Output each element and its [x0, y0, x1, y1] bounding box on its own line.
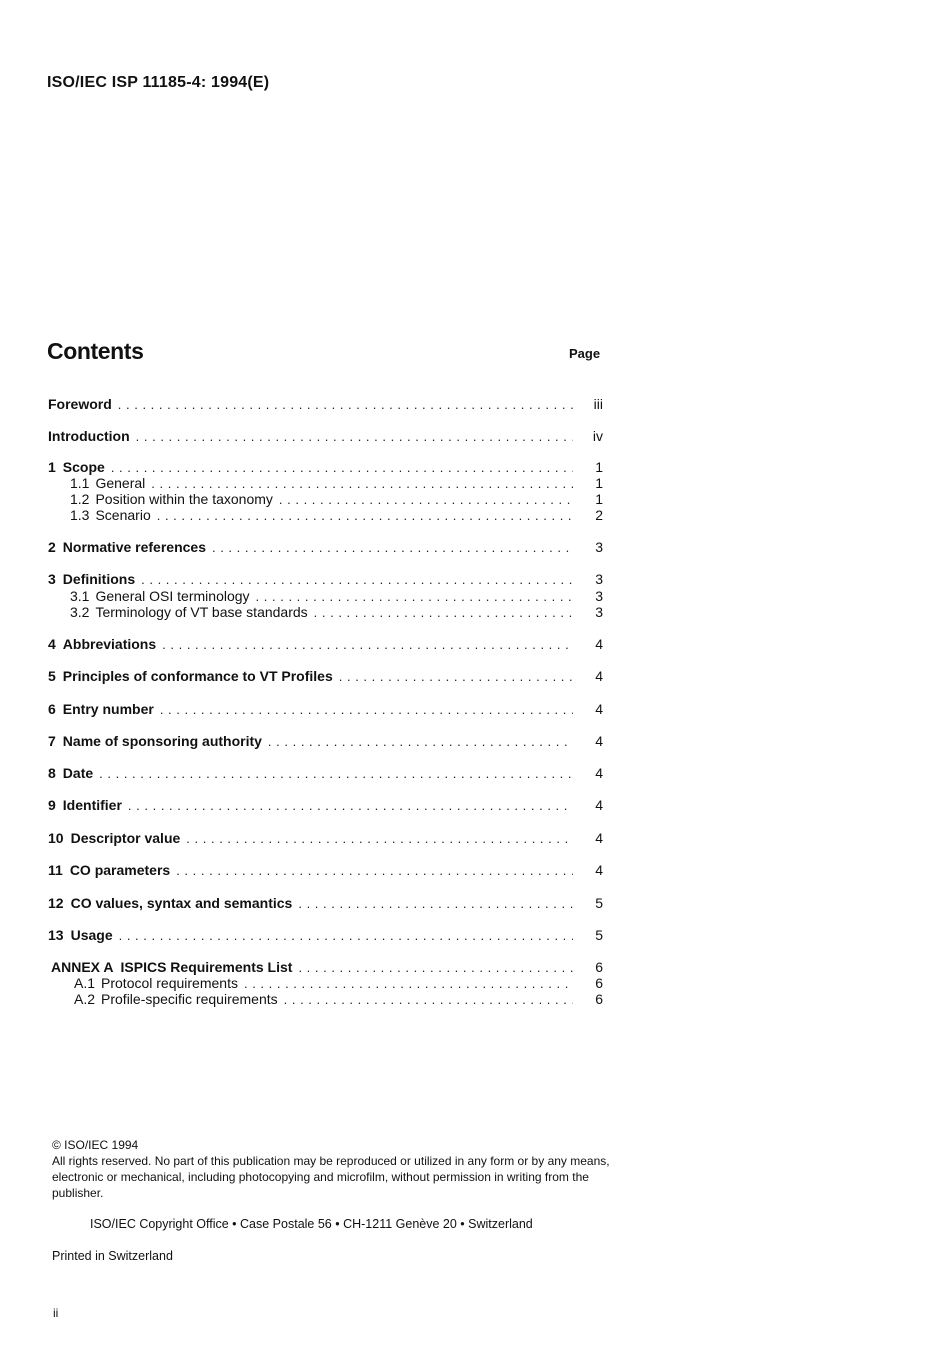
- toc-entry-label: CO values, syntax and semantics: [70, 895, 293, 911]
- toc-entry-sponsoring-authority[interactable]: [48, 733, 603, 750]
- toc-entry-page: 3: [595, 604, 603, 620]
- toc-entry-page: 6: [595, 975, 603, 991]
- toc-entry-number: 3.1: [70, 588, 90, 604]
- toc-entry-number: 2: [48, 539, 56, 555]
- toc-entry-page: 3: [595, 539, 603, 555]
- dot-leader: [298, 895, 573, 912]
- dot-leader: [157, 507, 573, 524]
- toc-entry-number: 9: [48, 797, 56, 813]
- toc-entry-usage[interactable]: [48, 927, 603, 944]
- toc-entry-page: 1: [595, 475, 603, 491]
- toc-entry-label: Terminology of VT base standards: [95, 604, 308, 620]
- toc-entry-number: 13: [48, 927, 64, 943]
- toc-entry-label: Introduction: [48, 428, 130, 444]
- toc-entry-general-osi-terminology[interactable]: [70, 588, 603, 605]
- toc-entry-label: Profile-specific requirements: [101, 991, 278, 1007]
- toc-entry-definitions[interactable]: [48, 571, 603, 588]
- toc-entry-label: Scope: [62, 459, 105, 475]
- toc-entry-number: 8: [48, 765, 56, 781]
- toc-entry-page: 4: [595, 797, 603, 813]
- toc-entry-page: 5: [595, 895, 603, 911]
- toc-entry-label: Name of sponsoring authority: [62, 733, 262, 749]
- toc-entry-page: 4: [595, 733, 603, 749]
- toc-entry-page: 6: [595, 959, 603, 975]
- dot-leader: [119, 927, 573, 944]
- dot-leader: [141, 571, 573, 588]
- copyright-line: © ISO/IEC 1994: [52, 1138, 139, 1152]
- copyright-office-address: ISO/IEC Copyright Office • Case Postale 56 • CH-1211 Genève 20 • Switzerland: [90, 1217, 533, 1231]
- toc-entry-label: Scenario: [95, 507, 151, 523]
- dot-leader: [99, 765, 573, 782]
- document-identifier: ISO/IEC ISP 11185-4: 1994(E): [47, 74, 270, 91]
- toc-entry-label: Descriptor value: [70, 830, 181, 846]
- toc-entry-label: Identifier: [62, 797, 122, 813]
- dot-leader: [279, 491, 573, 508]
- dot-leader: [284, 991, 573, 1008]
- toc-entry-page: 6: [595, 991, 603, 1007]
- toc-entry-co-values[interactable]: [48, 895, 603, 912]
- dot-leader: [298, 959, 573, 976]
- toc-entry-abbreviations[interactable]: [48, 636, 603, 653]
- toc-entry-number: A.1: [74, 975, 96, 991]
- toc-entry-page: 4: [595, 862, 603, 878]
- toc-entry-label: Definitions: [62, 571, 136, 587]
- toc-entry-position-taxonomy[interactable]: [70, 491, 603, 508]
- toc-entry-principles-conformance[interactable]: [48, 668, 603, 685]
- dot-leader: [256, 588, 573, 605]
- copyright-notice: [52, 1137, 612, 1201]
- dot-leader: [176, 862, 573, 879]
- toc-entry-number: 11: [48, 862, 63, 878]
- toc-entry-label: ISPICS Requirements List: [120, 959, 293, 975]
- page-number: ii: [53, 1306, 59, 1320]
- toc-entry-label: Abbreviations: [62, 636, 157, 652]
- toc-entry-normative-references[interactable]: [48, 539, 603, 556]
- toc-entry-number: 3.2: [70, 604, 90, 620]
- dot-leader: [151, 475, 573, 492]
- toc-entry-number: 7: [48, 733, 56, 749]
- toc-entry-number: 5: [48, 668, 56, 684]
- toc-entry-label: Foreword: [48, 396, 112, 412]
- dot-leader: [160, 701, 573, 718]
- toc-entry-label: Entry number: [62, 701, 154, 717]
- toc-entry-general[interactable]: [70, 475, 603, 492]
- toc-entry-page: 4: [595, 830, 603, 846]
- toc-entry-label: Normative references: [62, 539, 206, 555]
- toc-entry-page: 2: [595, 507, 603, 523]
- page-column-label: Page: [569, 346, 601, 361]
- toc-entry-descriptor-value[interactable]: [48, 830, 603, 847]
- rights-statement: All rights reserved. No part of this publication may be reproduced or utilized in any form or by any means, electronic or mechanical, including photocopying and microfilm, without permission in writing from the publisher.: [52, 1154, 610, 1200]
- toc-entry-introduction[interactable]: [48, 428, 603, 445]
- toc-entry-page: 4: [595, 636, 603, 652]
- toc-entry-page: iv: [592, 428, 603, 444]
- printed-in: Printed in Switzerland: [52, 1249, 173, 1263]
- dot-leader: [268, 733, 573, 750]
- toc-entry-page: 1: [595, 491, 603, 507]
- toc-entry-number: ANNEX A: [51, 959, 114, 975]
- toc-entry-foreword[interactable]: [48, 396, 603, 413]
- toc-entry-number: 12: [48, 895, 64, 911]
- dot-leader: [339, 668, 573, 685]
- toc-entry-protocol-requirements[interactable]: [74, 975, 603, 992]
- toc-entry-label: CO parameters: [69, 862, 171, 878]
- toc-entry-co-parameters[interactable]: [48, 862, 603, 879]
- toc-entry-label: General: [95, 475, 146, 491]
- toc-entry-page: 4: [595, 765, 603, 781]
- toc-entry-page: 4: [595, 668, 603, 684]
- dot-leader: [118, 396, 573, 413]
- toc-entry-page: 1: [595, 459, 603, 475]
- toc-entry-identifier[interactable]: [48, 797, 603, 814]
- dot-leader: [136, 428, 573, 445]
- toc-entry-page: 3: [595, 571, 603, 587]
- toc-entry-label: Usage: [70, 927, 113, 943]
- toc-entry-number: A.2: [74, 991, 96, 1007]
- dot-leader: [128, 797, 573, 814]
- toc-entry-vt-terminology[interactable]: [70, 604, 603, 621]
- toc-entry-label: General OSI terminology: [95, 588, 250, 604]
- toc-entry-label: Date: [62, 765, 94, 781]
- toc-entry-page: 4: [595, 701, 603, 717]
- toc-entry-number: 10: [48, 830, 64, 846]
- toc-entry-entry-number[interactable]: [48, 701, 603, 718]
- toc-entry-annex-a[interactable]: [51, 959, 603, 976]
- toc-entry-number: 1.2: [70, 491, 90, 507]
- toc-entry-scope[interactable]: [48, 459, 603, 476]
- toc-entry-label: Principles of conformance to VT Profiles: [62, 668, 333, 684]
- toc-entry-number: 6: [48, 701, 56, 717]
- toc-entry-date[interactable]: [48, 765, 603, 782]
- toc-entry-number: 1.1: [70, 475, 90, 491]
- contents-heading: Contents: [47, 338, 144, 364]
- toc-entry-number: 1: [48, 459, 56, 475]
- dot-leader: [314, 604, 573, 621]
- toc-entry-number: 4: [48, 636, 56, 652]
- toc-entry-label: Protocol requirements: [101, 975, 238, 991]
- toc-entry-page: iii: [593, 396, 603, 412]
- toc-entry-number: 1.3: [70, 507, 90, 523]
- dot-leader: [111, 459, 573, 476]
- toc-entry-page: 5: [595, 927, 603, 943]
- toc-entry-profile-specific-requirements[interactable]: [74, 991, 603, 1008]
- dot-leader: [186, 830, 573, 847]
- toc-entry-label: Position within the taxonomy: [95, 491, 273, 507]
- toc-entry-scenario[interactable]: [70, 507, 603, 524]
- toc-entry-number: 3: [48, 571, 56, 587]
- dot-leader: [162, 636, 573, 653]
- toc-entry-page: 3: [595, 588, 603, 604]
- dot-leader: [244, 975, 573, 992]
- dot-leader: [212, 539, 573, 556]
